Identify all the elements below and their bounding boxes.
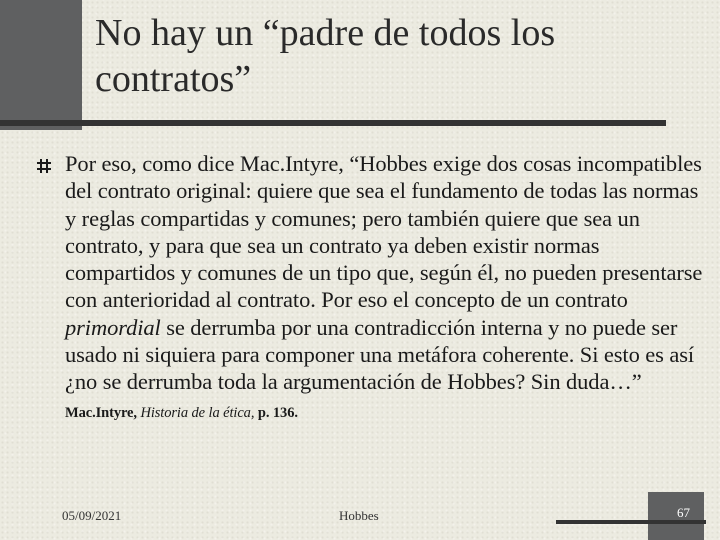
- slide-body: [36, 150, 706, 427]
- footer-title: Hobbes: [339, 508, 379, 523]
- quote-text-italic: primordial: [65, 314, 161, 340]
- bullet-item: [36, 150, 706, 427]
- citation-work: Historia de la ética,: [140, 404, 255, 421]
- quote-text-main: Por eso, como dice Mac.Intyre, “Hobbes exige dos cosas incompatibles del contrato original: quiere que sea el fundamento de todas las normas y reglas compartidas y comunes; pero también quiere que sea un contrato, y para que sea un contrato ya deben existir normas compartidos y comunes de un tipo que, según él, no pueden presentarse con anterioridad al contrato. Por eso el concepto de un contrato: [65, 151, 703, 313]
- citation-page: p. 136.: [257, 404, 298, 421]
- title-accent-block: [0, 0, 82, 130]
- quote-paragraph: [65, 150, 706, 427]
- slide-title: No hay un “padre de todos los contratos”: [95, 12, 556, 100]
- citation-author: Mac.Intyre,: [65, 404, 137, 421]
- title-divider: [0, 120, 666, 126]
- quote-text-rest: se derrumba por una contradicción interna y no puede ser usado ni siquiera para componer una metáfora coherente. Si esto es así ¿no se derrumba toda la argumentación de Hobbes? Sin duda…”: [65, 314, 695, 395]
- hash-bullet-icon: [36, 158, 52, 174]
- footer-date: 05/09/2021: [62, 508, 122, 523]
- page-number: 67: [677, 505, 690, 520]
